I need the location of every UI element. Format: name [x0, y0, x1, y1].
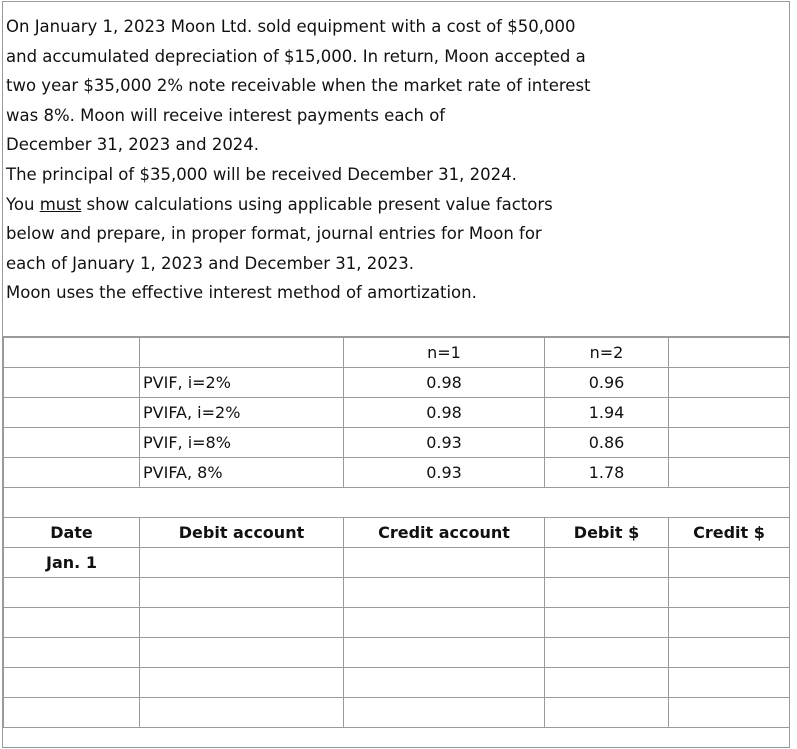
journal-cell[interactable] — [344, 638, 545, 668]
journal-cell[interactable] — [344, 698, 545, 728]
pv-header-n2: n=2 — [545, 338, 669, 368]
journal-row — [4, 578, 790, 608]
empty-cell[interactable] — [669, 458, 790, 488]
problem-line: On January 1, 2023 Moon Ltd. sold equipment with a cost of $50,000 — [6, 17, 576, 36]
spacer-row — [4, 488, 790, 518]
col-header-credit: Credit $ — [669, 518, 790, 548]
journal-cell[interactable] — [140, 638, 344, 668]
pv-factor-label: PVIFA, 8% — [140, 458, 344, 488]
pv-row — [4, 458, 790, 488]
problem-line: December 31, 2023 and 2024. — [6, 135, 260, 155]
worksheet-table — [3, 337, 790, 728]
journal-cell[interactable] — [4, 608, 140, 638]
journal-cell[interactable] — [4, 638, 140, 668]
journal-cell[interactable] — [140, 548, 344, 578]
empty-cell[interactable] — [669, 398, 790, 428]
empty-cell[interactable] — [669, 368, 790, 398]
pv-header-row — [4, 338, 790, 368]
problem-line-must — [6, 190, 789, 220]
problem-line: was 8%. Moon will receive interest payments each of — [6, 105, 446, 125]
journal-row — [4, 608, 790, 638]
journal-cell[interactable] — [669, 668, 790, 698]
journal-cell[interactable] — [669, 698, 790, 728]
problem-line: and accumulated depreciation of $15,000. In return, Moon accepted a — [6, 46, 586, 66]
problem-line: The principal of $35,000 will be received December 31, 2024. — [6, 164, 517, 184]
empty-cell[interactable] — [4, 398, 140, 428]
empty-cell[interactable] — [4, 458, 140, 488]
journal-cell[interactable] — [669, 608, 790, 638]
journal-cell[interactable] — [545, 548, 669, 578]
col-header-credit-account: Credit account — [344, 518, 545, 548]
journal-row — [4, 548, 790, 578]
problem-line: two year $35,000 2% note receivable when the market rate of interest — [6, 76, 591, 96]
pv-value-n1: 0.93 — [344, 458, 545, 488]
journal-cell[interactable] — [4, 698, 140, 728]
pv-value-n1: 0.98 — [344, 398, 545, 428]
journal-cell[interactable] — [140, 608, 344, 638]
pv-value-n2: 1.94 — [545, 398, 669, 428]
pv-row — [4, 368, 790, 398]
journal-cell[interactable] — [545, 608, 669, 638]
journal-header-row — [4, 518, 790, 548]
journal-cell[interactable] — [545, 578, 669, 608]
empty-cell[interactable] — [669, 338, 790, 368]
pv-value-n1: 0.98 — [344, 368, 545, 398]
pv-factor-label: PVIF, i=8% — [140, 428, 344, 458]
pv-factor-label: PVIF, i=2% — [140, 368, 344, 398]
empty-cell[interactable] — [4, 338, 140, 368]
pv-factor-label: PVIFA, i=2% — [140, 398, 344, 428]
problem-line: below and prepare, in proper format, journal entries for Moon for — [6, 224, 542, 244]
journal-cell[interactable] — [669, 638, 790, 668]
journal-date: Jan. 1 — [4, 548, 140, 578]
empty-cell[interactable] — [140, 338, 344, 368]
journal-cell[interactable] — [669, 578, 790, 608]
journal-cell[interactable] — [140, 698, 344, 728]
empty-cell[interactable] — [669, 428, 790, 458]
journal-row — [4, 638, 790, 668]
empty-cell[interactable] — [4, 368, 140, 398]
journal-row — [4, 668, 790, 698]
emphasis-must: must — [39, 194, 82, 214]
pv-value-n2: 0.96 — [545, 368, 669, 398]
line-text: show calculations using applicable present value factors — [81, 194, 553, 214]
pv-row — [4, 428, 790, 458]
journal-row — [4, 698, 790, 728]
pv-header-n1: n=1 — [344, 338, 545, 368]
line-text: You — [6, 194, 40, 214]
journal-cell[interactable] — [545, 638, 669, 668]
journal-cell[interactable] — [344, 548, 545, 578]
journal-cell[interactable] — [545, 668, 669, 698]
journal-cell[interactable] — [140, 578, 344, 608]
pv-value-n1: 0.93 — [344, 428, 545, 458]
col-header-debit: Debit $ — [545, 518, 669, 548]
journal-cell[interactable] — [545, 698, 669, 728]
pv-value-n2: 1.78 — [545, 458, 669, 488]
problem-line: each of January 1, 2023 and December 31, 2023. — [6, 253, 415, 273]
col-header-date: Date — [4, 518, 140, 548]
empty-cell[interactable] — [4, 428, 140, 458]
spacer-cell — [4, 488, 790, 518]
journal-cell[interactable] — [344, 608, 545, 638]
problem-line: Moon uses the effective interest method of amortization. — [6, 283, 477, 303]
journal-cell[interactable] — [4, 668, 140, 698]
journal-cell[interactable] — [4, 578, 140, 608]
journal-cell[interactable] — [140, 668, 344, 698]
problem-statement — [3, 2, 789, 337]
journal-cell[interactable] — [669, 548, 790, 578]
col-header-debit-account: Debit account — [140, 518, 344, 548]
journal-cell[interactable] — [344, 578, 545, 608]
journal-cell[interactable] — [344, 668, 545, 698]
pv-row — [4, 398, 790, 428]
pv-value-n2: 0.86 — [545, 428, 669, 458]
